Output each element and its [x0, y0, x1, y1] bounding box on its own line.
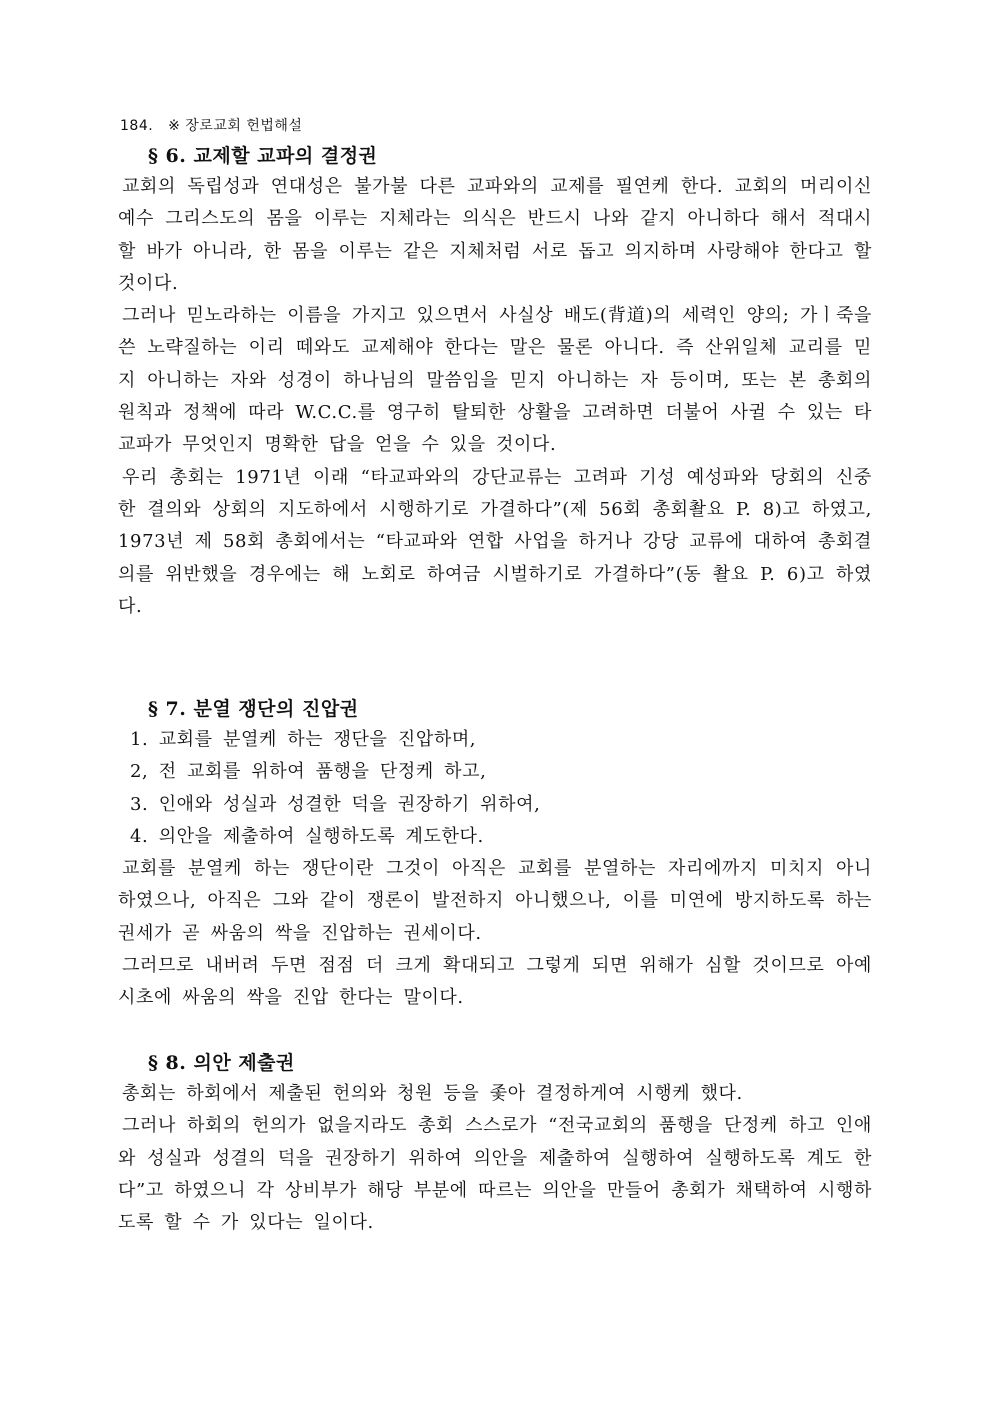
section-heading: § 6. 교제할 교파의 결정권	[148, 145, 378, 167]
paragraph: 우리 총회는 1971년 이래 “타교파와의 강단교류는 고려파 기성 예성파와 당회의 신중한 결의와 상회의 지도하에서 시행하기로 가결하다”(제 56회 총회촬요 P. 8)고 하였고, 1973년 제 58회 총회에서는 “타교파와 연합 사업을 하거나 강당 교류에 대하여 총회결의를 위반했을 경우에는 해 노회로 하여금 시벌하기로 가결하다”(동 촬요 P. 6)고 하였다.	[118, 466, 872, 617]
page-number: 184.	[120, 118, 154, 134]
paragraph: 교회를 분열케 하는 쟁단이란 그것이 아직은 교회를 분열하는 자리에까지 미치지 아니하였으나, 아직은 그와 같이 쟁론이 발전하지 아니했으나, 이를 미연에 방지하도록 하는 권세가 곧 싸움의 싹을 진압하는 권세이다.	[118, 858, 872, 944]
section-7	[118, 694, 872, 1015]
list-item: 4. 의안을 제출하여 실행하도록 계도한다.	[130, 825, 484, 847]
section-heading: § 7. 분열 쟁단의 진압권	[148, 698, 359, 720]
numbered-list	[118, 724, 872, 853]
section-6	[118, 141, 872, 623]
paragraph: 그러나 하회의 헌의가 없을지라도 총회 스스로가 “전국교회의 품행을 단정케 하고 인애와 성실과 성결의 덕을 권장하기 위하여 의안을 제출하여 실행하여 실행하도록 계도 한다”고 하였으니 각 상비부가 해당 부분에 따르는 의안을 만들어 총회가 채택하여 시행하도록 할 수 가 있다는 일이다.	[118, 1115, 872, 1234]
running-header	[120, 117, 302, 135]
running-title: ※ 장로교회 헌법해설	[168, 118, 303, 134]
paragraph: 교회의 독립성과 연대성은 불가불 다른 교파와의 교제를 필연케 한다. 교회의 머리이신 예수 그리스도의 몸을 이루는 지체라는 의식은 반드시 나와 같지 아니하다 해서 적대시할 바가 아니라, 한 몸을 이루는 같은 지체처럼 서로 돕고 의지하며 사랑해야 한다고 할 것이다.	[118, 176, 872, 294]
list-item: 3. 인애와 성실과 성결한 덕을 권장하기 위하여,	[130, 793, 541, 815]
section-heading: § 8. 의안 제출권	[148, 1052, 295, 1074]
section-8	[118, 1048, 872, 1239]
paragraph: 그러므로 내버려 두면 점점 더 크게 확대되고 그렇게 되면 위해가 심할 것이므로 아예 시초에 싸움의 싹을 진압 한다는 말이다.	[118, 955, 872, 1009]
paragraph: 총회는 하회에서 제출된 헌의와 청원 등을 좇아 결정하게여 시행케 했다.	[122, 1083, 743, 1104]
list-item: 2, 전 교회를 위하여 품행을 단정케 하고,	[130, 761, 487, 783]
list-item: 1. 교회를 분열케 하는 쟁단을 진압하며,	[130, 729, 477, 750]
paragraph: 그러나 믿노라하는 이름을 가지고 있으면서 사실상 배도(背道)의 세력인 양의; 가ㅣ죽을 쓴 노략질하는 이리 떼와도 교제해야 한다는 말은 물론 아니다. 즉 산위일체 교리를 믿지 아니하는 자와 성경이 하나님의 말씀임을 믿지 아니하는 자 등이며, 또는 본 총회의 원칙과 정책에 따라 W.C.C.를 영구히 탈퇴한 상활을 고려하면 더불어 사귈 수 있는 타교파가 무엇인지 명확한 답을 얻을 수 있을 것이다.	[118, 305, 872, 456]
